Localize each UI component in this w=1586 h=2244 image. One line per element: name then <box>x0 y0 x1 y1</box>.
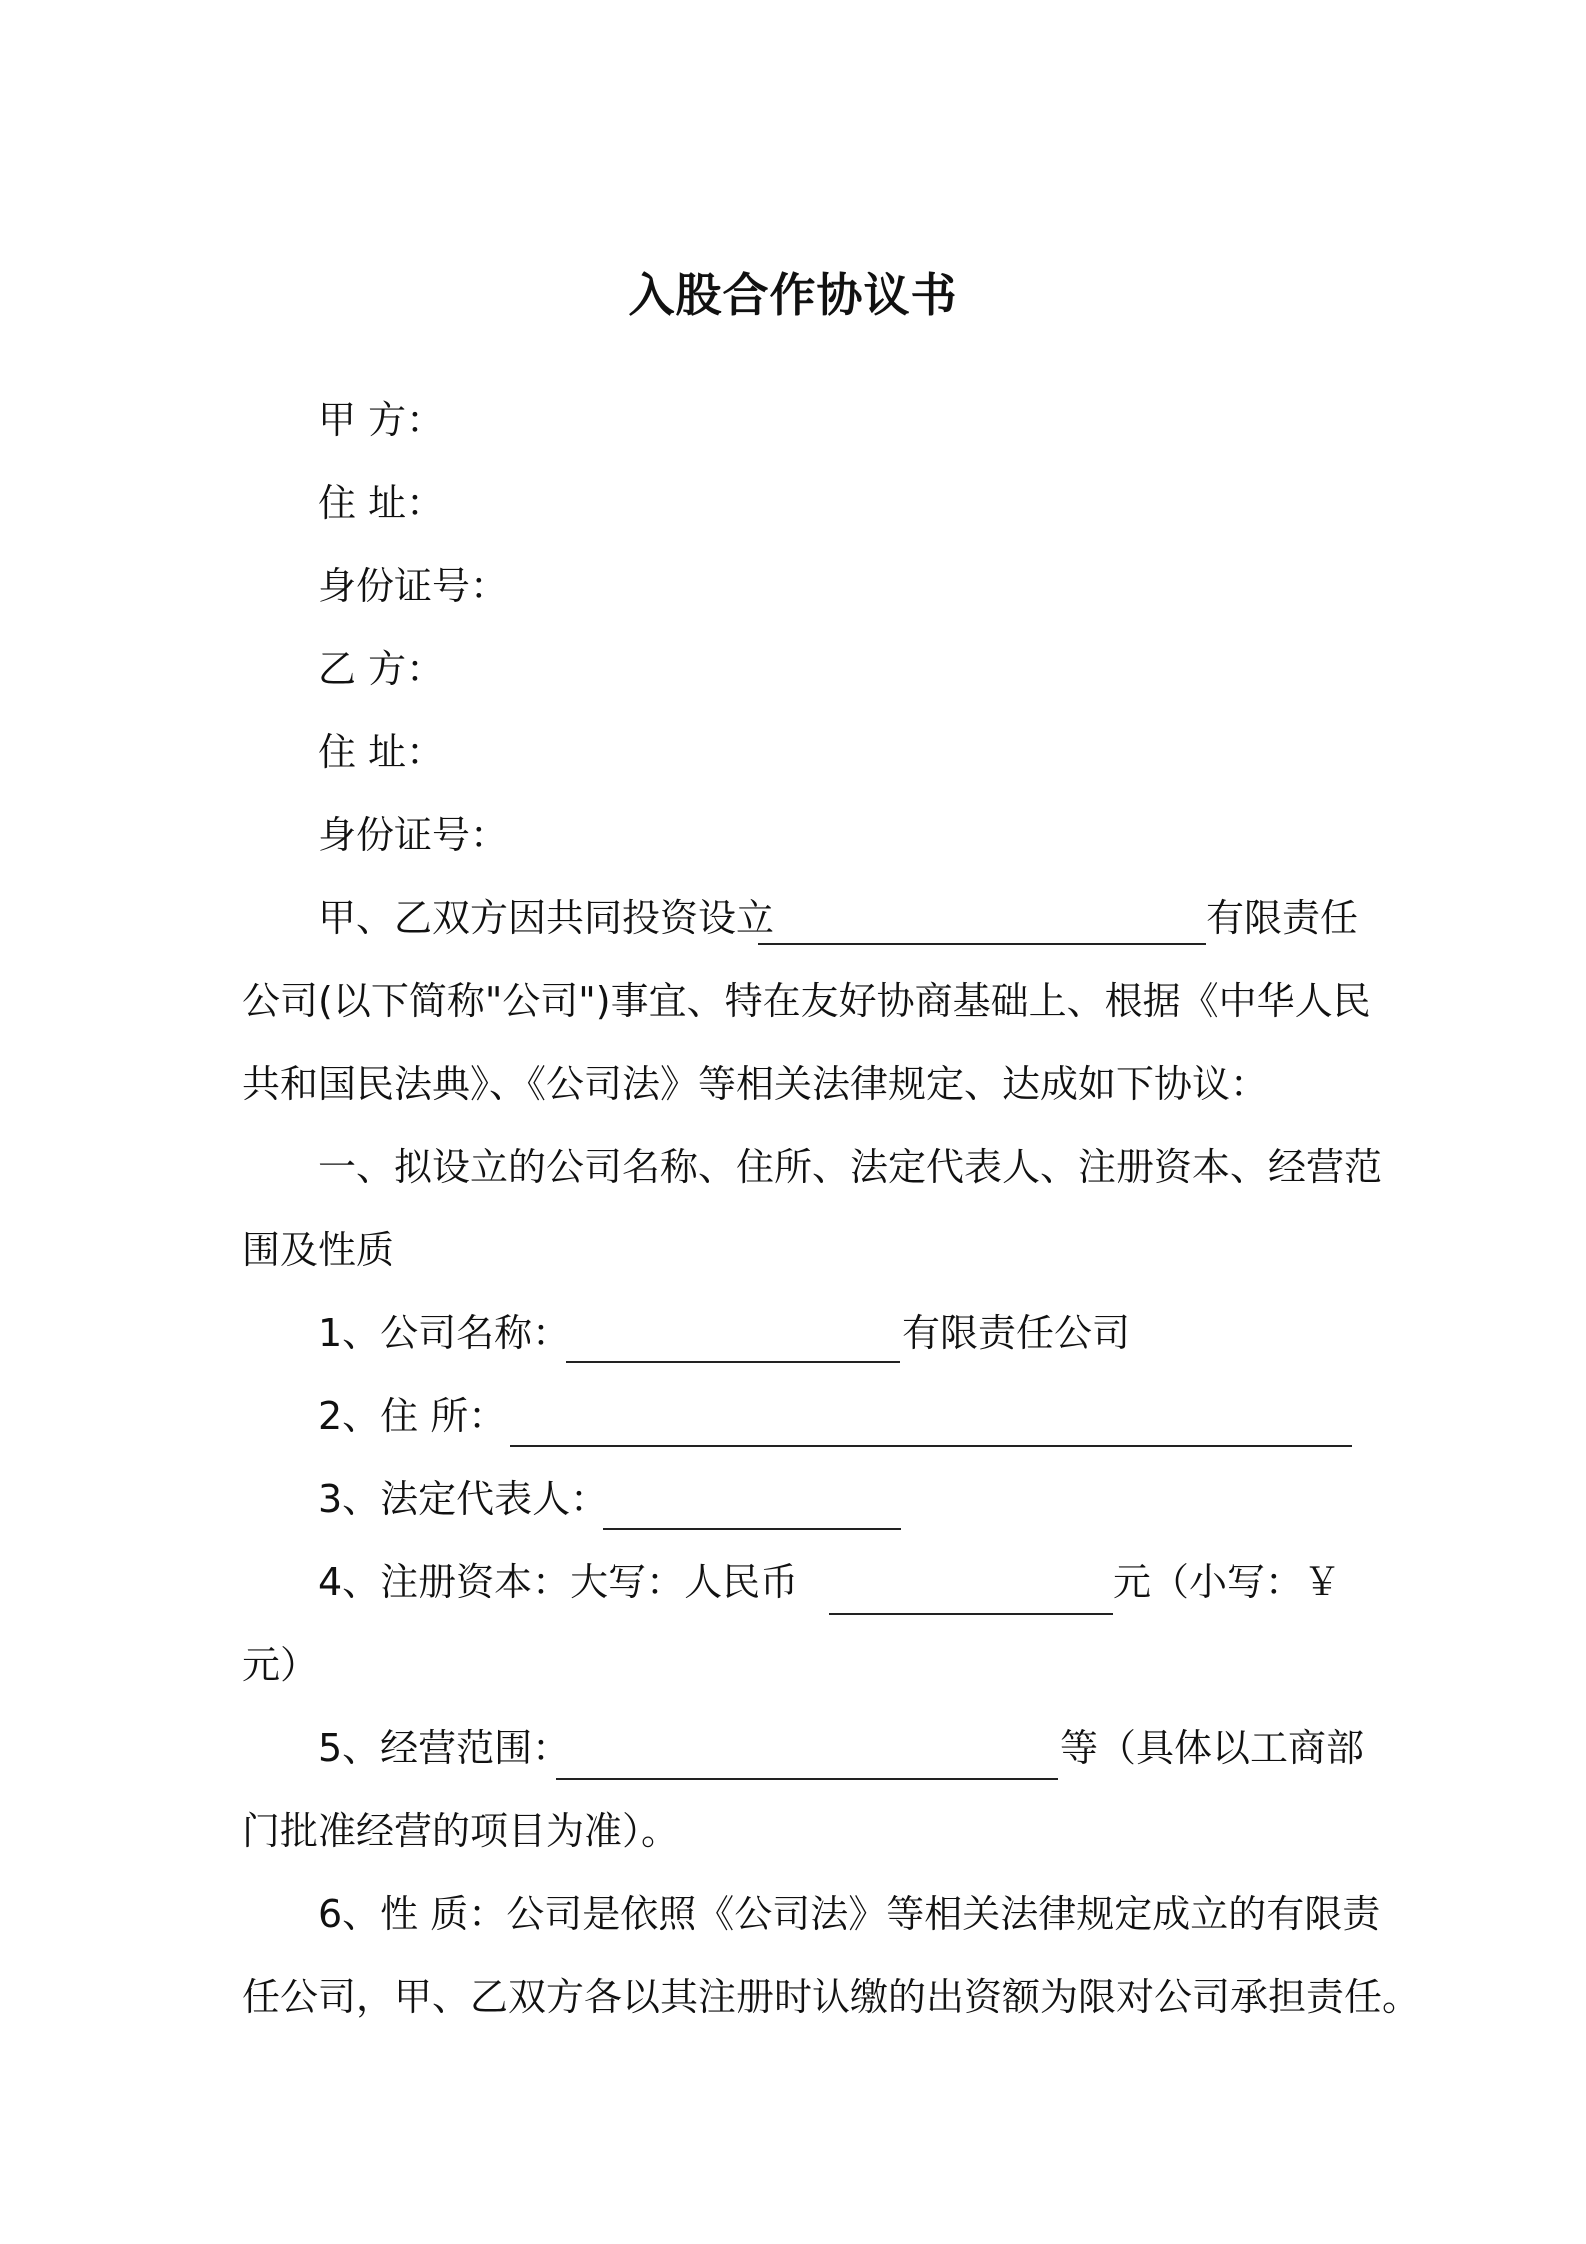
section1-heading-line1: 一、拟设立的公司名称、住所、法定代表人、注册资本、经营范 <box>318 1145 1383 1189</box>
party-a-name-label: 甲 方： <box>318 398 445 442</box>
party-a-id-label: 身份证号： <box>318 564 509 608</box>
item3-blank-line <box>603 1528 901 1530</box>
section1-heading-line2: 围及性质 <box>242 1228 395 1272</box>
preamble-line1-start: 甲、乙双方因共同投资设立 <box>318 896 775 940</box>
item6-line1: 6、性 质：公司是依照《公司法》等相关法律规定成立的有限责 <box>318 1892 1381 1936</box>
item4-blank-line <box>829 1613 1113 1615</box>
item4-capital-label: 4、注册资本：大写：人民币 <box>318 1560 799 1604</box>
item5-suffix: 等（具体以工商部 <box>1060 1726 1365 1770</box>
party-b-name-label: 乙 方： <box>318 647 445 691</box>
item2-blank-line <box>510 1445 1352 1447</box>
item1-suffix: 有限责任公司 <box>902 1311 1131 1355</box>
item5-line2: 门批准经营的项目为准）。 <box>242 1809 680 1853</box>
preamble-line3: 共和国民法典》、《公司法》等相关法律规定、达成如下协议： <box>242 1062 1269 1106</box>
document-title: 入股合作协议书 <box>628 268 958 322</box>
party-b-id-label: 身份证号： <box>318 813 509 857</box>
item4-end: 元） <box>242 1643 319 1687</box>
company-name-blank-line <box>758 943 1206 945</box>
item4-mid: 元（小写：￥ <box>1113 1560 1342 1604</box>
item6-line2: 任公司，甲、乙双方各以其注册时认缴的出资额为限对公司承担责任。 <box>242 1975 1421 2019</box>
preamble-line1-end: 有限责任 <box>1206 896 1359 940</box>
party-a-address-label: 住 址： <box>318 481 445 525</box>
item3-legal-rep-label: 3、法定代表人： <box>318 1477 609 1521</box>
party-b-address-label: 住 址： <box>318 730 445 774</box>
item5-scope-label: 5、经营范围： <box>318 1726 571 1770</box>
item1-company-name-label: 1、公司名称： <box>318 1311 571 1355</box>
item2-address-label: 2、住 所： <box>318 1394 507 1438</box>
item1-blank-line <box>566 1361 900 1363</box>
item5-blank-line <box>556 1778 1058 1780</box>
preamble-line2: 公司(以下简称"公司")事宜、特在友好协商基础上、根据《中华人民 <box>242 979 1371 1023</box>
